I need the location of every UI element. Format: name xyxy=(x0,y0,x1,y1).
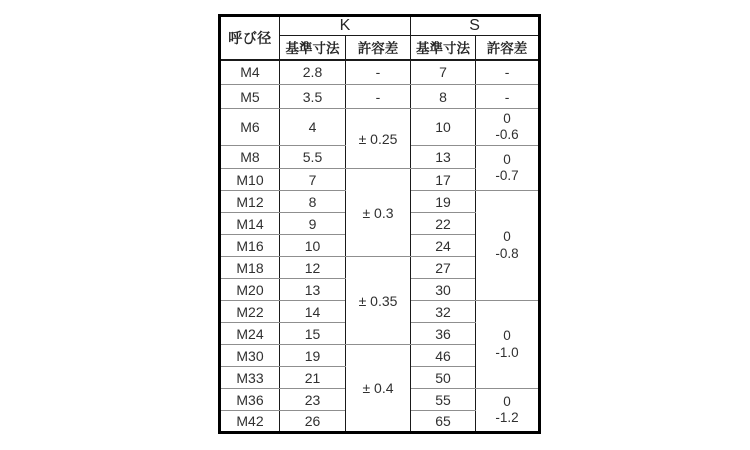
s-tolerance-cell: 0 -0.7 xyxy=(476,146,540,191)
nominal-diameter-cell: M42 xyxy=(220,411,280,433)
k-basic-dimension-cell: 3.5 xyxy=(280,85,346,109)
nominal-diameter-cell: M22 xyxy=(220,301,280,323)
nominal-diameter-cell: M6 xyxy=(220,109,280,146)
s-basic-dimension-cell: 30 xyxy=(411,279,476,301)
nominal-diameter-cell: M18 xyxy=(220,257,280,279)
s-basic-dimension-cell: 36 xyxy=(411,323,476,345)
nominal-diameter-cell: M16 xyxy=(220,235,280,257)
nominal-diameter-cell: M12 xyxy=(220,191,280,213)
s-tolerance-cell: - xyxy=(476,85,540,109)
k-basic-dimension-cell: 7 xyxy=(280,169,346,191)
s-basic-dimension-cell: 55 xyxy=(411,389,476,411)
k-tolerance-cell: ± 0.3 xyxy=(346,169,411,257)
k-basic-dimension-cell: 5.5 xyxy=(280,146,346,169)
k-basic-dimension-cell: 10 xyxy=(280,235,346,257)
k-basic-dimension-cell: 13 xyxy=(280,279,346,301)
s-basic-dimension-cell: 13 xyxy=(411,146,476,169)
k-basic-dimension-cell: 4 xyxy=(280,109,346,146)
s-tolerance-cell: 0 -1.0 xyxy=(476,301,540,389)
k-basic-dimension-cell: 26 xyxy=(280,411,346,433)
header-k-basic-dimension: 基準寸法 xyxy=(280,36,346,60)
header-k-tolerance: 許容差 xyxy=(346,36,411,60)
nominal-diameter-cell: M36 xyxy=(220,389,280,411)
k-tolerance-cell: ± 0.4 xyxy=(346,345,411,433)
header-group-s: S xyxy=(411,16,540,36)
spec-table-header xyxy=(220,16,540,60)
s-basic-dimension-cell: 65 xyxy=(411,411,476,433)
table-row xyxy=(220,60,540,85)
k-tolerance-cell: - xyxy=(346,60,411,85)
s-basic-dimension-cell: 32 xyxy=(411,301,476,323)
nominal-diameter-cell: M24 xyxy=(220,323,280,345)
s-basic-dimension-cell: 10 xyxy=(411,109,476,146)
k-tolerance-cell: ± 0.25 xyxy=(346,109,411,169)
k-basic-dimension-cell: 14 xyxy=(280,301,346,323)
s-basic-dimension-cell: 8 xyxy=(411,85,476,109)
nominal-diameter-cell: M14 xyxy=(220,213,280,235)
k-basic-dimension-cell: 8 xyxy=(280,191,346,213)
s-basic-dimension-cell: 27 xyxy=(411,257,476,279)
s-tolerance-cell: 0 -1.2 xyxy=(476,389,540,433)
nominal-diameter-cell: M5 xyxy=(220,85,280,109)
s-basic-dimension-cell: 7 xyxy=(411,60,476,85)
table-row xyxy=(220,109,540,146)
table-row xyxy=(220,85,540,109)
spec-table-body xyxy=(220,60,540,433)
nominal-diameter-cell: M33 xyxy=(220,367,280,389)
k-basic-dimension-cell: 15 xyxy=(280,323,346,345)
header-s-basic-dimension: 基準寸法 xyxy=(411,36,476,60)
s-basic-dimension-cell: 46 xyxy=(411,345,476,367)
s-basic-dimension-cell: 19 xyxy=(411,191,476,213)
nominal-diameter-cell: M8 xyxy=(220,146,280,169)
header-group-k: K xyxy=(280,16,411,36)
s-tolerance-cell: - xyxy=(476,60,540,85)
k-basic-dimension-cell: 19 xyxy=(280,345,346,367)
k-basic-dimension-cell: 9 xyxy=(280,213,346,235)
nominal-diameter-cell: M10 xyxy=(220,169,280,191)
k-basic-dimension-cell: 12 xyxy=(280,257,346,279)
nominal-diameter-cell: M30 xyxy=(220,345,280,367)
k-basic-dimension-cell: 23 xyxy=(280,389,346,411)
s-tolerance-cell: 0 -0.8 xyxy=(476,191,540,301)
s-basic-dimension-cell: 50 xyxy=(411,367,476,389)
s-tolerance-cell: 0 -0.6 xyxy=(476,109,540,146)
k-basic-dimension-cell: 21 xyxy=(280,367,346,389)
k-basic-dimension-cell: 2.8 xyxy=(280,60,346,85)
nominal-diameter-cell: M20 xyxy=(220,279,280,301)
k-tolerance-cell: ± 0.35 xyxy=(346,257,411,345)
header-row-groups xyxy=(220,16,540,36)
header-s-tolerance: 許容差 xyxy=(476,36,540,60)
s-basic-dimension-cell: 17 xyxy=(411,169,476,191)
header-nominal-diameter: 呼び径 xyxy=(220,16,280,60)
s-basic-dimension-cell: 22 xyxy=(411,213,476,235)
dimension-spec-table xyxy=(218,14,541,434)
nominal-diameter-cell: M4 xyxy=(220,60,280,85)
s-basic-dimension-cell: 24 xyxy=(411,235,476,257)
k-tolerance-cell: - xyxy=(346,85,411,109)
